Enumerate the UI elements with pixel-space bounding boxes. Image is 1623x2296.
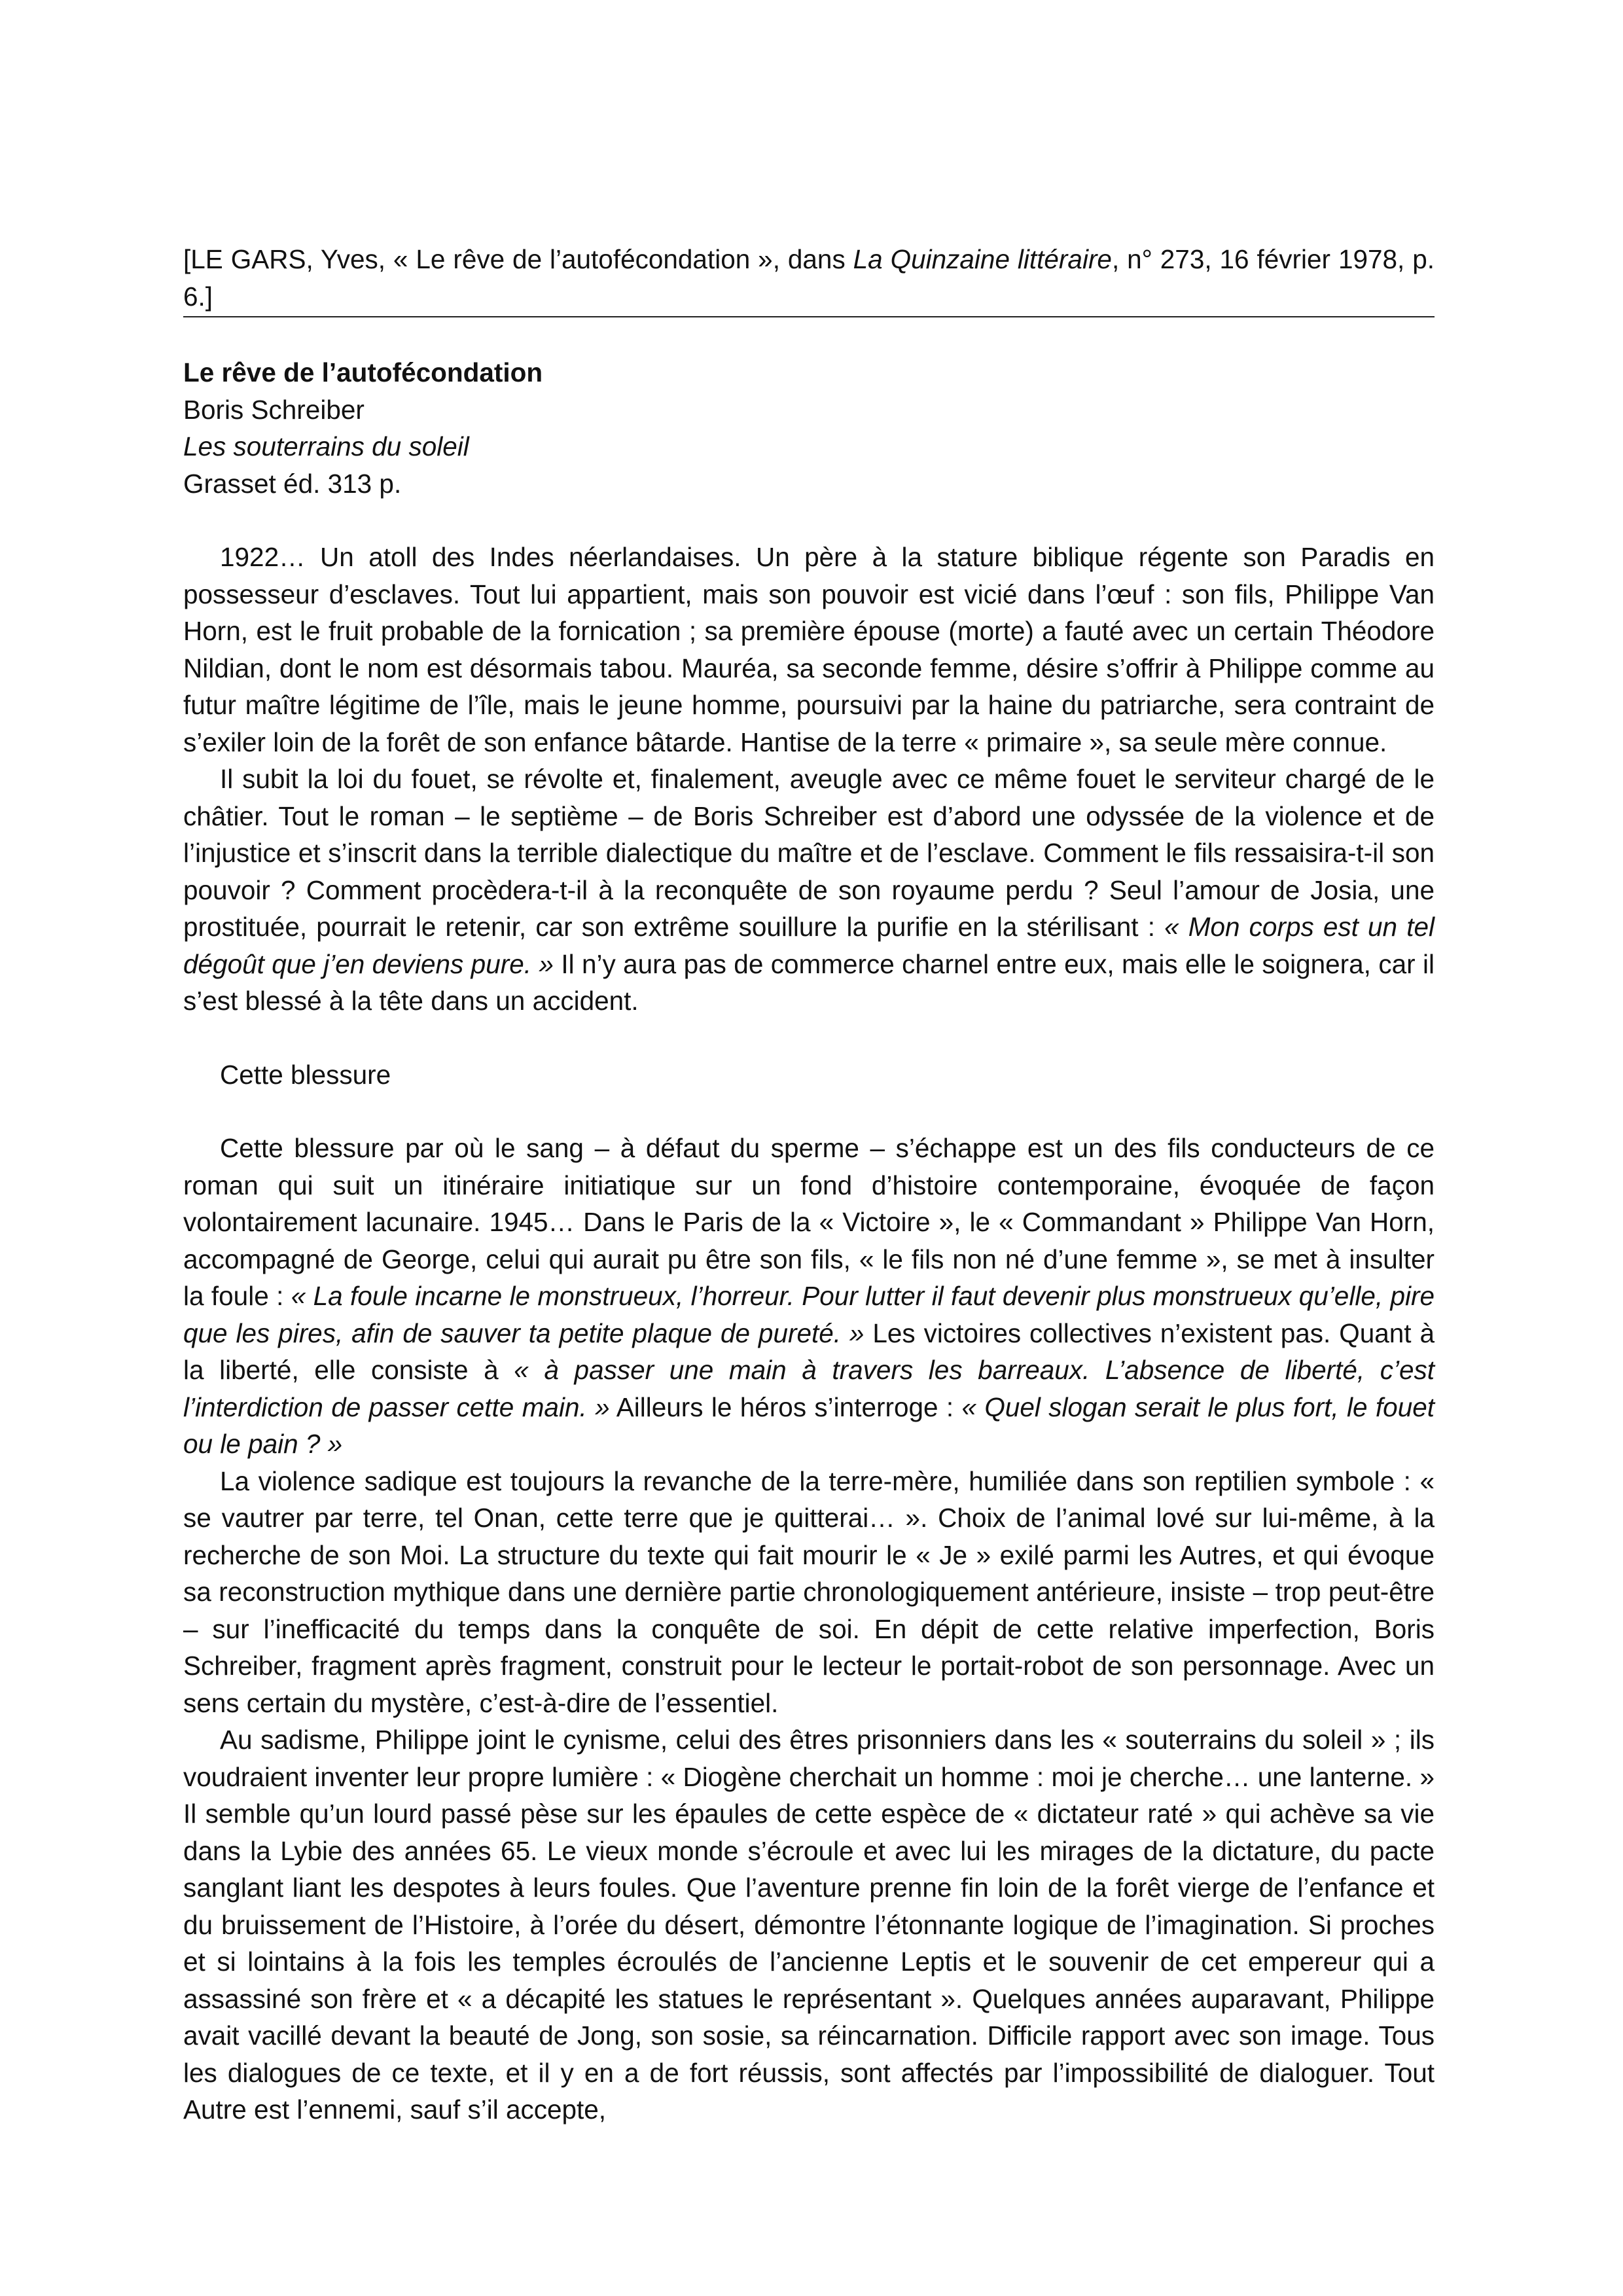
article-title: Le rêve de l’autofécondation <box>183 357 543 387</box>
book-author: Boris Schreiber <box>183 394 365 425</box>
paragraph-3-text-a: Cette blessure par où le sang – à défaut du sperme – s’échappe est un des fils conducteurs de ce roman qui suit un itinéraire initiatique sur un fond d’histoire contemporaine, évoquée de façon volontairement lacunaire. 1945… Dans le Paris de la « Victoire », le « Commandant » Philippe Van Horn, accompagné de George, celui qui aurait pu être son fils, « le fils non né d’une femme », se met à insulter la foule : <box>183 1133 1435 1311</box>
citation-prefix: [LE GARS, Yves, « Le rêve de l’autofécondation », dans <box>183 244 853 274</box>
article-body <box>183 539 1435 2128</box>
paragraph-2-quote: « Mon corps est un tel dégoût que j’en deviens pure. » <box>183 912 1435 979</box>
book-title: Les souterrains du soleil <box>183 431 469 461</box>
paragraph-5: Au sadisme, Philippe joint le cynisme, celui des êtres prisonniers dans les « souterrains du soleil » ; ils voudraient inventer leur propre lumière : « Diogène cherchait un homme : moi je cherche… une lanterne. » Il semble qu’un lourd passé pèse sur les épaules de cette espèce de « dictateur raté » qui achève sa vie dans la Lybie des années 65. Le vieux monde s’écroule et avec lui les mirages de la dictature, du pacte sanglant liant les despotes à leurs foules. Que l’aventure prenne fin loin de la forêt vierge de l’enfance et du bruissement de l’Histoire, à l’orée du désert, démontre l’étonnante logique de l’imagination. Si proches et si lointains à la fois les temples écroulés de l’ancienne Leptis et le souvenir de cet empereur qui a assassiné son frère et « a décapité les statues le représentant ». Quelques années auparavant, Philippe avait vacillé devant la beauté de Jong, son sosie, sa réincarnation. Difficile rapport avec son image. Tous les dialogues de ce texte, et il y en a de fort réussis, sont affectés par l’impossibilité de dialoguer. Tout Autre est l’ennemi, sauf s’il accepte, <box>183 1725 1435 2125</box>
paragraph-3-quote-1: « La foule incarne le monstrueux, l’horreur. Pour lutter il faut devenir plus monstrueux qu’elle, pire que les pires, afin de sauver ta petite plaque de pureté. » <box>183 1281 1435 1348</box>
citation-divider <box>183 316 1435 317</box>
citation-journal: La Quinzaine littéraire <box>853 244 1112 274</box>
article-header <box>183 354 1435 502</box>
paragraph-3-text-c: Ailleurs le héros s’interroge : <box>609 1391 962 1422</box>
paragraph-3-quote-2: « à passer une main à travers les barreaux. L’absence de liberté, c’est l’interdiction de passer cette main. » <box>183 1355 1435 1422</box>
publisher-pages: Grasset éd. 313 p. <box>183 468 402 499</box>
document-page <box>183 241 1435 2128</box>
paragraph-3-quote-3: « Quel slogan serait le plus fort, le fouet ou le pain ? » <box>183 1391 1435 1459</box>
subheading: Cette blessure <box>220 1059 391 1090</box>
paragraph-3-text-b: Les victoires collectives n’existent pas. Quant à la liberté, elle consiste à <box>183 1318 1435 1385</box>
paragraph-2 <box>183 761 1435 1020</box>
paragraph-1: 1922… Un atoll des Indes néerlandaises. Un père à la stature biblique régente son Paradis en possesseur d’esclaves. Tout lui appartient, mais son pouvoir est vicié dans l’œuf : son fils, Philippe Van Horn, est le fruit probable de la fornication ; sa première épouse (morte) a fauté avec un certain Théodore Nildian, dont le nom est désormais tabou. Mauréa, sa seconde femme, désire s’offrir à Philippe comme au futur maître légitime de l’île, mais le jeune homme, poursuivi par la haine du patriarche, sera contraint de s’exiler loin de la forêt de son enfance bâtarde. Hantise de la terre « primaire », sa seule mère connue. <box>183 542 1435 757</box>
citation-suffix: , n° 273, 16 février 1978, p. 6.] <box>183 244 1435 312</box>
paragraph-4: La violence sadique est toujours la revanche de la terre-mère, humiliée dans son reptilien symbole : « se vautrer par terre, tel Onan, cette terre que je quitterai… ». Choix de l’animal lové sur lui-même, à la recherche de son Moi. La structure du texte qui fait mourir le « Je » exilé parmi les Autres, et qui évoque sa reconstruction mythique dans une dernière partie chronologiquement antérieure, insiste – trop peut-être – sur l’inefficacité du temps dans la conquête de soi. En dépit de cette relative imperfection, Boris Schreiber, fragment après fragment, construit pour le lecteur le portait-robot de son personnage. Avec un sens certain du mystère, c’est-à-dire de l’essentiel. <box>183 1465 1435 1718</box>
paragraph-2-text-a: Il subit la loi du fouet, se révolte et, finalement, aveugle avec ce même fouet le serviteur chargé de le châtier. Tout le roman – le septième – de Boris Schreiber est d’abord une odyssée de la violence et de l’injustice et s’inscrit dans la terrible dialectique du maître et de l’esclave. Comment le fils ressaisira-t-il son pouvoir ? Comment procèdera-t-il à la reconquête de son royaume perdu ? Seul l’amour de Josia, une prostituée, pourrait le retenir, car son extrême souillure la purifie en la stérilisant : <box>183 764 1435 942</box>
paragraph-2-text-b: Il n’y aura pas de commerce charnel entre eux, mais elle le soignera, car il s’est blessé à la tête dans un accident. <box>183 948 1435 1016</box>
citation <box>183 241 1435 315</box>
paragraph-3 <box>183 1130 1435 1463</box>
